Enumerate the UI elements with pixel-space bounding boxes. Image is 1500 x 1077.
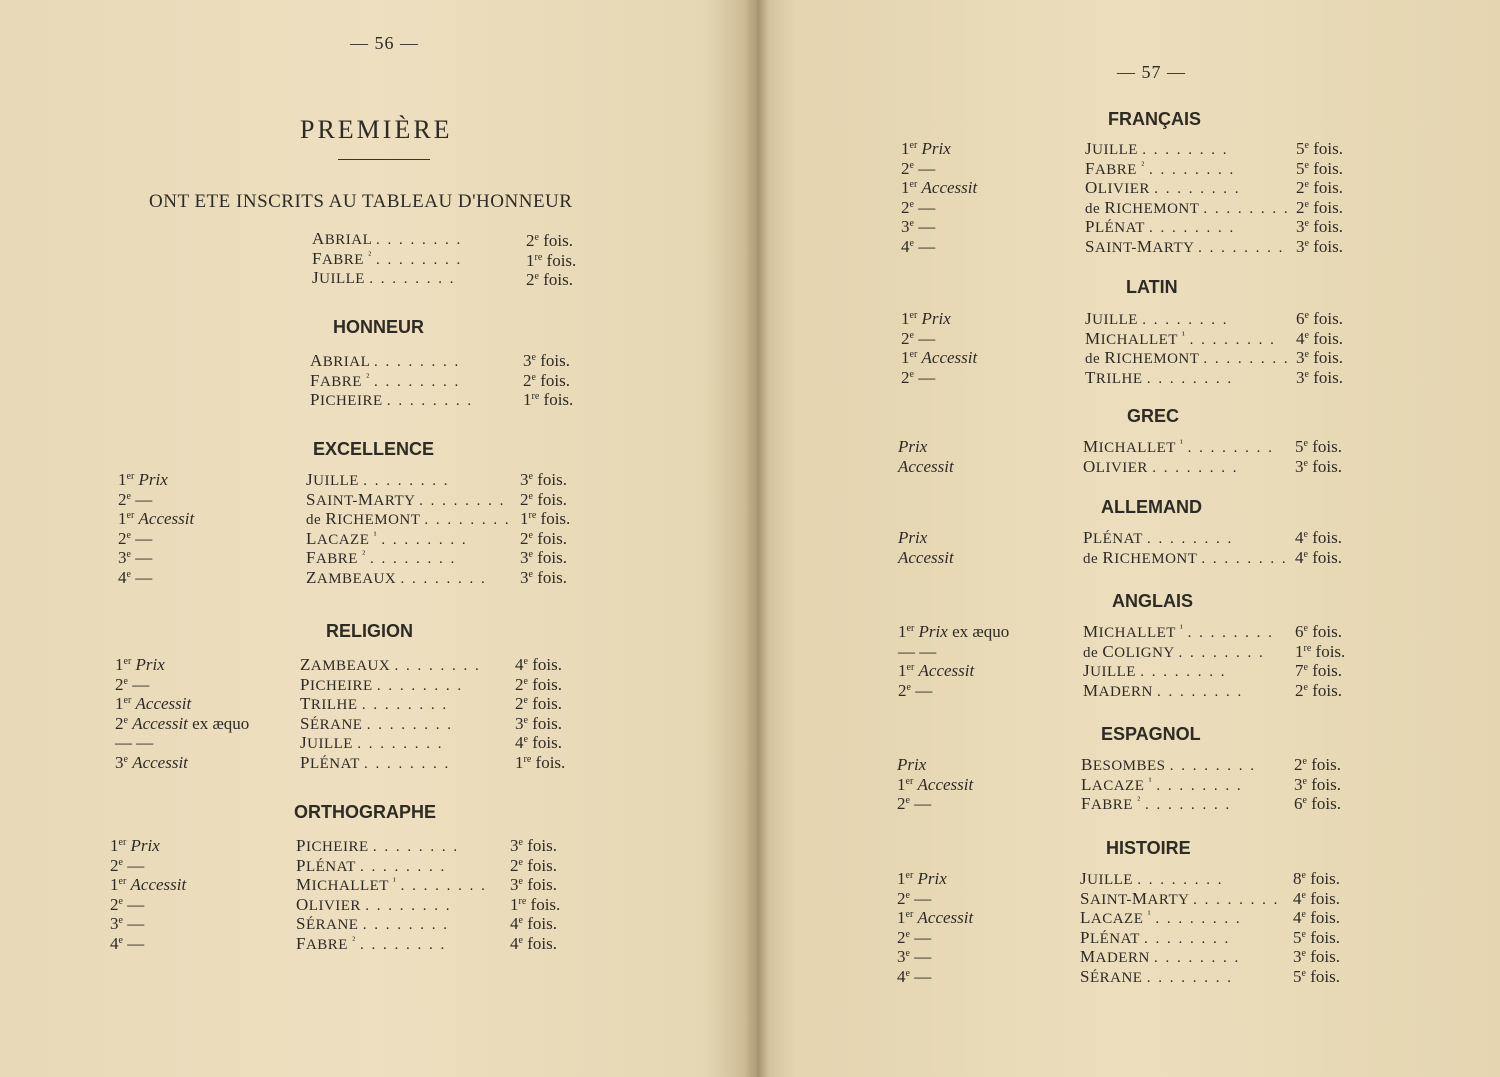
student-name: MICHALLET $^{^1}$ . . . . . . . .: [296, 875, 487, 894]
times-count: 1re fois.: [523, 390, 574, 409]
times-count: 7e fois.: [1295, 661, 1342, 680]
student-name: TRILHE . . . . . . . .: [1085, 367, 1234, 387]
times-count: 5e fois.: [1293, 966, 1340, 986]
student-name: de RICHEMONT . . . . . . . .: [306, 509, 511, 528]
student-name: SÉRANE . . . . . . . .: [296, 914, 449, 933]
award-label: 2e —: [110, 894, 145, 914]
student-name: JUILLE . . . . . . . .: [1085, 139, 1229, 158]
student-name: FABRE $^{^2}$ . . . . . . . .: [310, 370, 461, 390]
subtitle: ONT ETE INSCRITS AU TABLEAU D'HONNEUR: [149, 191, 573, 212]
times-count: 3e fois.: [1296, 217, 1343, 236]
section-heading: LATIN: [1126, 277, 1178, 297]
section-heading: HISTOIRE: [1106, 838, 1191, 858]
award-label: Prix: [897, 755, 927, 774]
award-label: 2e —: [898, 680, 933, 700]
times-count: 2e fois.: [1296, 178, 1343, 197]
times-count: 3e fois.: [510, 875, 557, 894]
times-count: 2e fois.: [526, 231, 573, 250]
award-label: — —: [115, 733, 154, 752]
student-name: PICHEIRE . . . . . . . .: [310, 390, 474, 409]
student-name: JUILLE . . . . . . . .: [300, 733, 444, 752]
student-name: LACAZE $^{^1}$ . . . . . . . .: [1080, 908, 1242, 927]
times-count: 3e fois.: [1296, 367, 1343, 387]
student-name: FABRE $^{^2}$ . . . . . . . .: [306, 548, 457, 567]
award-label: 2e —: [901, 328, 936, 348]
times-count: 4e fois.: [1293, 888, 1340, 908]
student-name: ZAMBEAUX . . . . . . . .: [300, 655, 481, 674]
page-number: — 56 —: [350, 33, 419, 53]
award-label: Prix: [898, 437, 928, 456]
times-count: 1re fois.: [515, 752, 566, 772]
times-count: 3e fois.: [510, 836, 557, 855]
times-count: 4e fois.: [1293, 908, 1340, 927]
award-label: 1er Prix: [115, 655, 165, 674]
times-count: 3e fois.: [523, 351, 570, 370]
award-label: 2e —: [901, 158, 936, 178]
award-label: 2e —: [118, 528, 153, 548]
section-heading: EXCELLENCE: [313, 439, 435, 459]
student-name: SAINT-MARTY . . . . . . . .: [1085, 236, 1285, 256]
times-count: 3e fois.: [1295, 456, 1342, 476]
page-number: — 57 —: [1117, 62, 1186, 82]
student-name: FABRE $^{^2}$ . . . . . . . .: [1085, 158, 1236, 178]
award-label: 3e —: [897, 947, 932, 966]
student-name: FABRE $^{^2}$ . . . . . . . .: [312, 248, 463, 268]
student-name: SÉRANE . . . . . . . .: [300, 713, 453, 733]
award-label: 4e —: [897, 966, 932, 986]
award-label: 1er Prix: [901, 139, 951, 158]
award-label: 1er Accessit: [901, 178, 978, 197]
times-count: 2e fois.: [520, 528, 567, 548]
award-label: 2e —: [118, 489, 153, 509]
student-name: OLIVIER . . . . . . . .: [1083, 456, 1239, 476]
times-count: 3e fois.: [1294, 774, 1341, 794]
award-label: 3e —: [110, 914, 145, 933]
student-name: OLIVIER . . . . . . . .: [1085, 178, 1241, 197]
award-label: 2e Accessit ex æquo: [115, 713, 250, 733]
section-heading: ESPAGNOL: [1101, 724, 1201, 744]
award-label: Accessit: [898, 547, 954, 567]
student-name: JUILLE . . . . . . . .: [1083, 661, 1227, 680]
times-count: 3e fois.: [1296, 236, 1343, 256]
times-count: 3e fois.: [520, 470, 567, 489]
student-name: ABRIAL . . . . . . . .: [312, 229, 463, 248]
student-name: OLIVIER . . . . . . . .: [296, 894, 452, 914]
student-name: PLÉNAT . . . . . . . .: [1083, 528, 1234, 547]
times-count: 2e fois.: [1296, 197, 1343, 217]
award-label: 3e —: [901, 217, 936, 236]
student-name: PLÉNAT . . . . . . . .: [296, 855, 447, 875]
times-count: 5e fois.: [1296, 158, 1343, 178]
award-label: 2e —: [897, 888, 932, 908]
times-count: 3e fois.: [1296, 348, 1343, 367]
award-label: Accessit: [898, 456, 954, 476]
award-label: 2e —: [897, 794, 932, 813]
student-name: MICHALLET $^{^1}$ . . . . . . . .: [1083, 437, 1274, 456]
times-count: 4e fois.: [510, 914, 557, 933]
award-label: 2e —: [115, 674, 150, 694]
award-label: 4e —: [118, 567, 153, 587]
student-name: JUILLE . . . . . . . .: [1085, 309, 1229, 328]
times-count: 2e fois.: [523, 370, 570, 390]
student-name: JUILLE . . . . . . . .: [306, 470, 450, 489]
award-label: 1er Prix: [118, 470, 168, 489]
award-label: 2e —: [897, 927, 932, 947]
times-count: 4e fois.: [510, 933, 557, 953]
times-count: 2e fois.: [526, 270, 573, 289]
student-name: JUILLE . . . . . . . .: [312, 268, 456, 287]
student-name: de COLIGNY . . . . . . . .: [1083, 641, 1265, 661]
student-name: LACAZE $^{^1}$ . . . . . . . .: [306, 528, 468, 548]
student-name: SAINT-MARTY . . . . . . . .: [1080, 888, 1280, 908]
student-name: MICHALLET $^{^1}$ . . . . . . . .: [1083, 622, 1274, 641]
times-count: 3e fois.: [520, 567, 567, 587]
student-name: MICHALLET $^{^1}$ . . . . . . . .: [1085, 328, 1276, 348]
section-heading: ORTHOGRAPHE: [294, 802, 437, 822]
times-count: 3e fois.: [520, 548, 567, 567]
times-count: 6e fois.: [1294, 794, 1341, 813]
student-name: MADERN . . . . . . . .: [1080, 947, 1241, 966]
student-name: de RICHEMONT . . . . . . . .: [1085, 197, 1290, 217]
times-count: 1re fois.: [520, 509, 571, 528]
student-name: ABRIAL . . . . . . . .: [310, 351, 461, 370]
student-name: SAINT-MARTY . . . . . . . .: [306, 489, 506, 509]
award-label: 1er Accessit: [901, 348, 978, 367]
times-count: 3e fois.: [1293, 947, 1340, 966]
right-page: [760, 0, 1500, 1077]
times-count: 2e fois.: [515, 694, 562, 713]
award-label: 1er Accessit: [115, 694, 192, 713]
times-count: 4e fois.: [1295, 547, 1342, 567]
award-label: 4e —: [901, 236, 936, 256]
award-label: — —: [898, 641, 937, 661]
times-count: 2e fois.: [1295, 680, 1342, 700]
times-count: 2e fois.: [515, 674, 562, 694]
award-label: 1er Prix ex æquo: [898, 622, 1010, 641]
student-name: FABRE $^{^2}$ . . . . . . . .: [296, 933, 447, 953]
student-name: BESOMBES . . . . . . . .: [1081, 755, 1257, 774]
times-count: 6e fois.: [1295, 622, 1342, 641]
award-label: Prix: [898, 528, 928, 547]
award-label: 1er Prix: [901, 309, 951, 328]
award-label: 2e —: [110, 855, 145, 875]
award-label: 1er Prix: [897, 869, 947, 888]
page-title: PREMIÈRE: [300, 115, 453, 144]
award-label: 3e —: [118, 548, 153, 567]
award-label: 3e Accessit: [115, 752, 188, 772]
student-name: de RICHEMONT . . . . . . . .: [1085, 348, 1290, 367]
student-name: TRILHE . . . . . . . .: [300, 694, 449, 713]
student-name: JUILLE . . . . . . . .: [1080, 869, 1224, 888]
section-heading: HONNEUR: [333, 317, 425, 337]
times-count: 1re fois.: [510, 894, 561, 914]
times-count: 1re fois.: [1295, 641, 1346, 661]
section-heading: FRANÇAIS: [1108, 109, 1201, 129]
student-name: FABRE $^{^2}$ . . . . . . . .: [1081, 794, 1232, 813]
title-rule: [338, 159, 430, 160]
times-count: 4e fois.: [1295, 528, 1342, 547]
student-name: PICHEIRE . . . . . . . .: [300, 674, 464, 694]
times-count: 1re fois.: [526, 250, 577, 270]
times-count: 5e fois.: [1295, 437, 1342, 456]
section-heading: ANGLAIS: [1112, 591, 1193, 611]
award-label: 1er Accessit: [118, 509, 195, 528]
student-name: PLÉNAT . . . . . . . .: [1080, 927, 1231, 947]
award-label: 1er Accessit: [897, 908, 974, 927]
student-name: PICHEIRE . . . . . . . .: [296, 836, 460, 855]
times-count: 6e fois.: [1296, 309, 1343, 328]
times-count: 2e fois.: [520, 489, 567, 509]
student-name: MADERN . . . . . . . .: [1083, 680, 1244, 700]
award-label: 1er Accessit: [898, 661, 975, 680]
award-label: 1er Prix: [110, 836, 160, 855]
section-heading: RELIGION: [326, 621, 414, 641]
student-name: de RICHEMONT . . . . . . . .: [1083, 547, 1288, 567]
times-count: 4e fois.: [1296, 328, 1343, 348]
student-name: LACAZE $^{^1}$ . . . . . . . .: [1081, 774, 1243, 794]
student-name: ZAMBEAUX . . . . . . . .: [306, 567, 487, 587]
times-count: 2e fois.: [1294, 755, 1341, 774]
student-name: PLÉNAT . . . . . . . .: [1085, 217, 1236, 236]
award-label: 4e —: [110, 933, 145, 953]
student-name: PLÉNAT . . . . . . . .: [300, 752, 451, 772]
times-count: 8e fois.: [1293, 869, 1340, 888]
times-count: 5e fois.: [1293, 927, 1340, 947]
times-count: 4e fois.: [515, 733, 562, 752]
times-count: 4e fois.: [515, 655, 562, 674]
times-count: 5e fois.: [1296, 139, 1343, 158]
times-count: 2e fois.: [510, 855, 557, 875]
section-heading: ALLEMAND: [1101, 497, 1202, 517]
award-label: 2e —: [901, 197, 936, 217]
award-label: 1er Accessit: [110, 875, 187, 894]
award-label: 2e —: [901, 367, 936, 387]
times-count: 3e fois.: [515, 713, 562, 733]
award-label: 1er Accessit: [897, 774, 974, 794]
student-name: SÉRANE . . . . . . . .: [1080, 966, 1233, 986]
section-heading: GREC: [1127, 406, 1180, 426]
